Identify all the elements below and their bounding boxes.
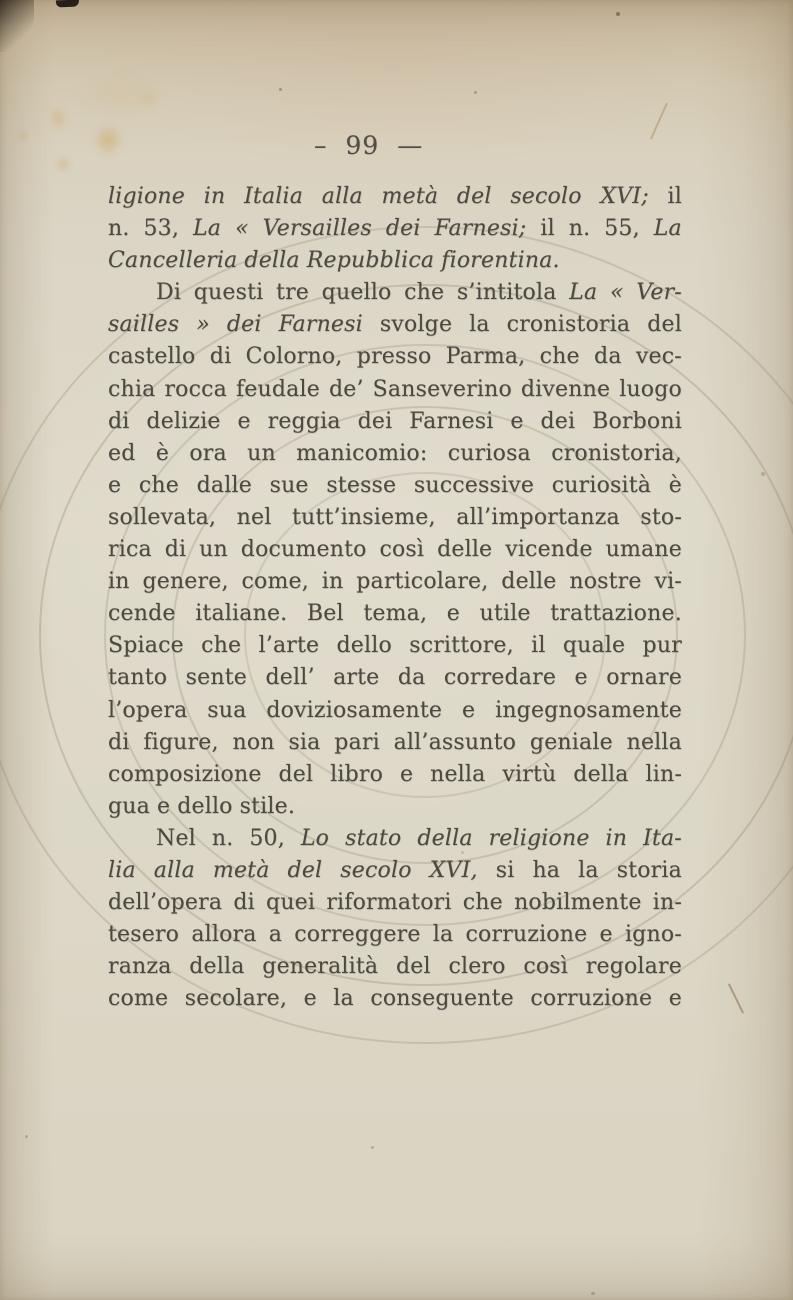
text-line: dell’opera di quei riformatori che nobilmente in- [108,890,682,916]
text-line: sailles » dei Farnesi svolge la cronistoria del [108,312,682,338]
text-line: Cancelleria della Repubblica fiorentina. [108,248,560,274]
ink-smudge-mark [56,0,79,7]
stain-blob [134,86,164,112]
dust-speck [591,1292,595,1295]
text-line: ranza della generalità del clero così regolare [108,954,682,980]
text-line: n. 53, La « Versailles dei Farnesi; il n. 55, La [108,216,682,242]
text-line: tanto sente dell’ arte da corredare e ornare [108,665,682,691]
page-number: – 99 — [314,131,424,160]
text-line: chia rocca feudale de’ Sanseverino divenne luogo [108,376,682,402]
text-line: cende italiane. Bel tema, e utile trattazione. [108,601,682,627]
text-line: come secolare, e la conseguente corruzione e [108,986,682,1012]
scratch-mark [728,983,744,1014]
dust-speck [761,472,765,476]
text-line: lia alla metà del secolo XVI, si ha la storia [108,857,682,883]
text-line: Di questi tre quello che s’intitola La « Ver- [156,280,682,306]
text-line: Spiace che l’arte dello scrittore, il quale pur [108,633,682,659]
text-line: composizione del libro e nella virtù della lin- [108,761,682,787]
text-line: rica di un documento così delle vicende umane [108,537,682,563]
text-line: gua e dello stile. [108,793,296,819]
text-line: e che dalle sue stesse successive curiosità è [108,472,682,498]
dust-speck [279,88,282,91]
text-line: ed è ora un manicomio: curiosa cronistoria, [108,440,682,466]
stain-blob [14,128,32,144]
stain-blob [60,64,180,128]
text-line: l’opera sua doviziosamente e ingegnosamente [108,697,682,723]
text-line: castello di Colorno, presso Parma, che da vec- [108,344,682,370]
text-block [108,181,682,1015]
fiber-mark [650,102,668,139]
text-line: tesero allora a correggere la corruzione e igno- [108,922,682,948]
text-line: Nel n. 50, Lo stato della religione in Ita- [156,825,682,851]
text-line: di delizie e reggia dei Farnesi e dei Borboni [108,408,682,434]
dust-speck [371,1146,374,1149]
dust-speck [474,91,477,94]
stain-blob [50,152,76,176]
text-line: ligione in Italia alla metà del secolo XVI; il [108,184,682,209]
dust-speck [616,12,620,16]
text-line: in genere, come, in particolare, delle nostre vi- [108,569,682,595]
text-line: di figure, non sia pari all’assunto geniale nella [108,729,682,755]
stain-blob [44,98,72,138]
corner-shadow-mark [0,0,34,52]
dust-speck [25,1135,28,1138]
text-line: sollevata, nel tutt’insieme, all’importanza sto- [108,504,682,530]
stain-blob [86,116,130,164]
